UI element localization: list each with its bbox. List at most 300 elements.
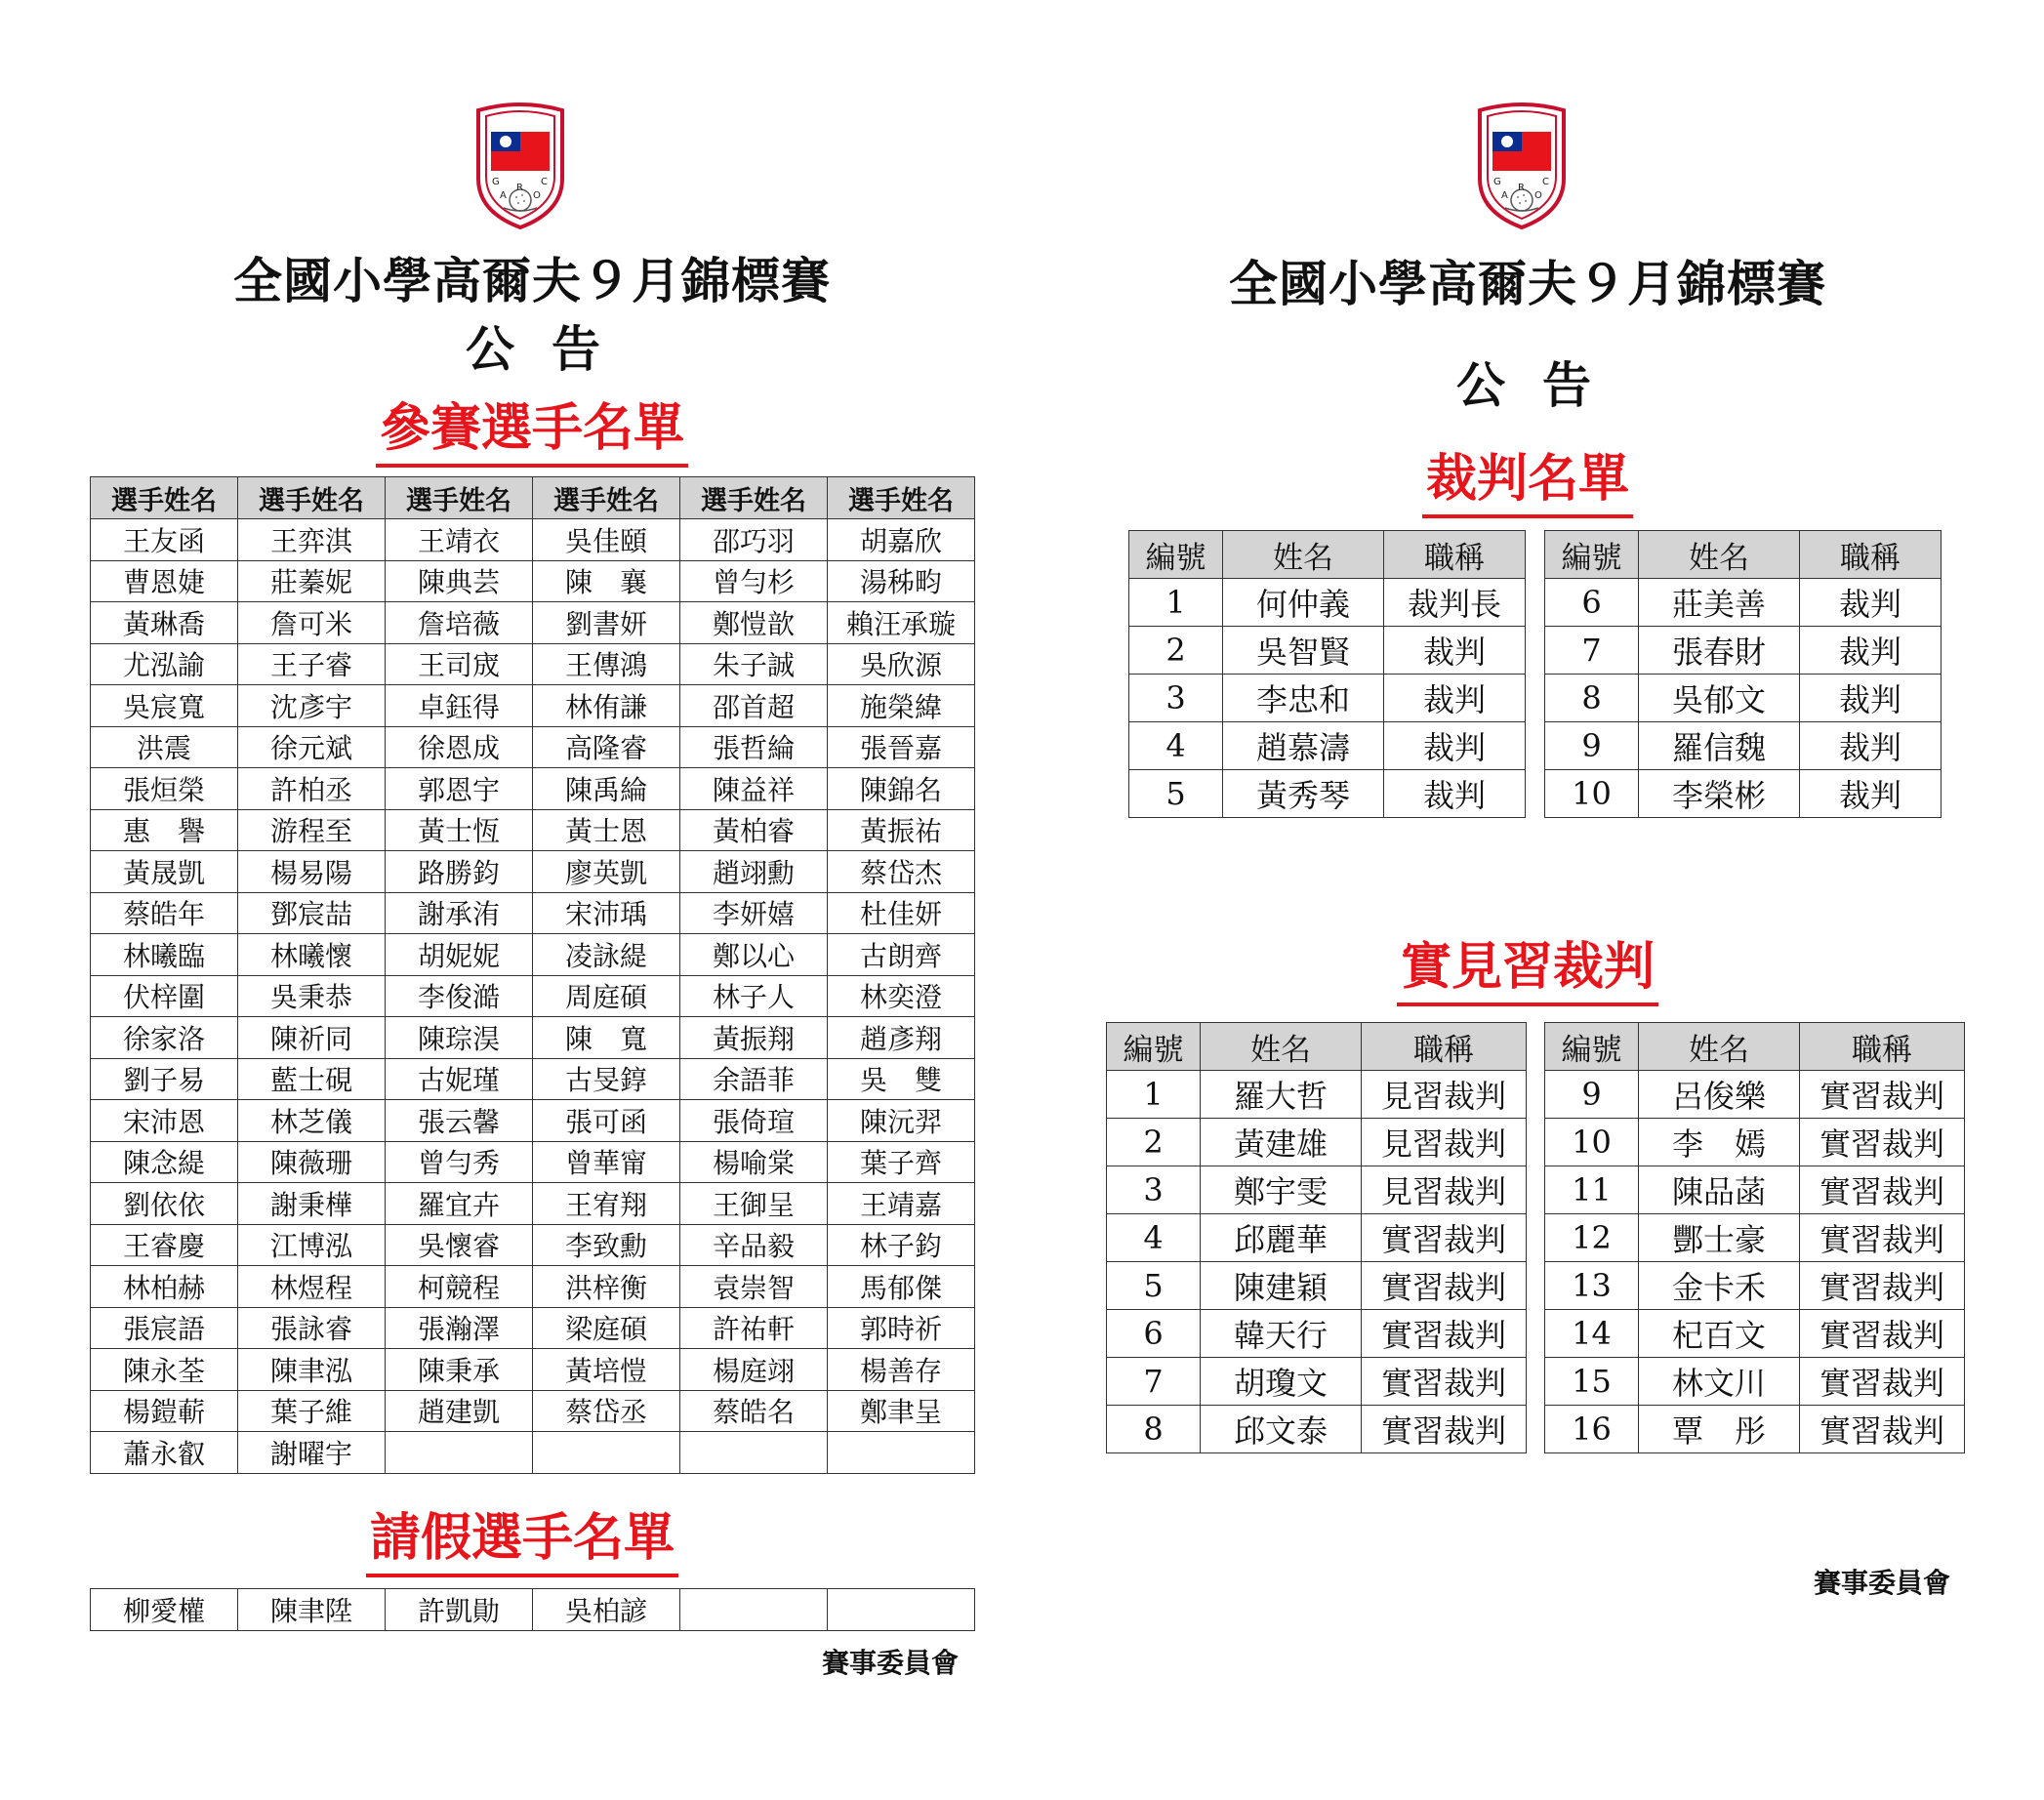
table-cell: 陳聿陞 <box>238 1589 386 1631</box>
table-row <box>1545 675 1942 722</box>
column-header: 姓名 <box>1639 531 1800 579</box>
player-name-cell: 謝秉樺 <box>238 1183 386 1225</box>
garoc-logo-left <box>474 102 566 231</box>
column-header: 編號 <box>1545 1023 1639 1071</box>
title-cell: 裁判 <box>1384 722 1526 770</box>
table-row <box>1545 722 1942 770</box>
table-row <box>1107 1071 1527 1119</box>
column-header: 選手姓名 <box>680 477 828 519</box>
title-cell: 實習裁判 <box>1800 1071 1965 1119</box>
player-name-cell: 藍士硯 <box>238 1058 386 1100</box>
player-name-cell: 林芝儀 <box>238 1100 386 1142</box>
table-row <box>91 975 975 1017</box>
column-header: 選手姓名 <box>91 477 238 519</box>
player-name-cell: 伏梓圍 <box>91 975 238 1017</box>
player-name-cell: 劉子易 <box>91 1058 238 1100</box>
player-name-cell: 陳琮淏 <box>386 1017 533 1059</box>
name-cell: 胡瓊文 <box>1201 1358 1362 1406</box>
player-name-cell: 沈彥宇 <box>238 685 386 727</box>
title-cell: 實習裁判 <box>1362 1406 1527 1453</box>
player-name-cell: 林子人 <box>680 975 828 1017</box>
garoc-logo-right <box>1476 102 1568 231</box>
table-cell: 吳柏諺 <box>533 1589 680 1631</box>
player-name-cell: 邵首超 <box>680 685 828 727</box>
notice-label-right: 公告 <box>1456 357 1628 414</box>
player-name-cell: 邵巧羽 <box>680 519 828 561</box>
column-header: 職稱 <box>1362 1023 1527 1071</box>
table-row <box>91 1349 975 1391</box>
player-name-cell: 林侑謙 <box>533 685 680 727</box>
player-name-cell: 黃振翔 <box>680 1017 828 1059</box>
players-heading <box>156 399 908 468</box>
player-name-cell: 林煜程 <box>238 1266 386 1308</box>
player-name-cell: 林柏赫 <box>91 1266 238 1308</box>
table-row <box>91 1589 975 1631</box>
name-cell: 趙慕濤 <box>1223 722 1384 770</box>
table-row <box>91 519 975 561</box>
title-cell: 見習裁判 <box>1362 1071 1527 1119</box>
name-cell: 金卡禾 <box>1639 1262 1800 1310</box>
player-name-cell: 湯秭畇 <box>828 560 975 602</box>
player-name-cell: 黃晟凱 <box>91 851 238 893</box>
player-name-cell: 葉子維 <box>238 1390 386 1432</box>
number-cell: 10 <box>1545 1119 1639 1166</box>
number-cell: 15 <box>1545 1358 1639 1406</box>
number-cell: 1 <box>1107 1071 1201 1119</box>
table-row <box>91 1432 975 1474</box>
notice-label-left: 公告 <box>466 321 637 378</box>
player-name-cell: 施榮緯 <box>828 685 975 727</box>
name-cell: 林文川 <box>1639 1358 1800 1406</box>
player-name-cell: 徐家洛 <box>91 1017 238 1059</box>
player-name-cell: 詹可米 <box>238 602 386 644</box>
table-row <box>1129 770 1526 818</box>
player-name-cell: 江博泓 <box>238 1224 386 1266</box>
player-name-cell: 王子睿 <box>238 643 386 685</box>
table-row <box>1545 1214 1965 1262</box>
player-name-cell: 羅宜卉 <box>386 1183 533 1225</box>
player-name-cell: 陳 寬 <box>533 1017 680 1059</box>
table-row <box>1107 1119 1527 1166</box>
name-cell: 吳智賢 <box>1223 627 1384 675</box>
referee-header-row <box>1129 531 1526 579</box>
player-name-cell: 徐恩成 <box>386 726 533 768</box>
trainee-table-1 <box>1106 1022 1527 1453</box>
name-cell: 邱文泰 <box>1201 1406 1362 1453</box>
table-row <box>1107 1358 1527 1406</box>
player-name-cell: 趙翊勳 <box>680 851 828 893</box>
referee-heading-text: 裁判名單 <box>1422 454 1633 518</box>
player-name-cell: 謝曜宇 <box>238 1432 386 1474</box>
player-name-cell: 王弈淇 <box>238 519 386 561</box>
column-header: 姓名 <box>1639 1023 1800 1071</box>
title-cell: 裁判長 <box>1384 579 1526 627</box>
table-row <box>1129 579 1526 627</box>
title-cell: 實習裁判 <box>1362 1310 1527 1358</box>
table-cell <box>828 1589 975 1631</box>
player-name-cell: 梁庭碩 <box>533 1307 680 1349</box>
player-name-cell: 趙彥翔 <box>828 1017 975 1059</box>
trainee-header-row <box>1545 1023 1965 1071</box>
player-name-cell: 胡嘉欣 <box>828 519 975 561</box>
column-header: 姓名 <box>1223 531 1384 579</box>
player-name-cell: 高隆睿 <box>533 726 680 768</box>
svg-text:R: R <box>1518 183 1525 193</box>
table-row <box>1107 1166 1527 1214</box>
number-cell: 12 <box>1545 1214 1639 1262</box>
referee-header-row <box>1545 531 1942 579</box>
player-name-cell: 蔡岱杰 <box>828 851 975 893</box>
referee-heading <box>1152 450 1903 518</box>
table-row <box>91 1100 975 1142</box>
name-cell: 莊美善 <box>1639 579 1800 627</box>
player-name-cell: 蔡岱丞 <box>533 1390 680 1432</box>
trainee-table-2 <box>1544 1022 1965 1453</box>
player-name-cell: 楊鎧蔪 <box>91 1390 238 1432</box>
player-name-cell: 楊易陽 <box>238 851 386 893</box>
player-name-cell: 張晉嘉 <box>828 726 975 768</box>
svg-text:G: G <box>1493 177 1501 187</box>
player-name-cell: 林曦臨 <box>91 934 238 976</box>
player-name-cell: 吳宸寬 <box>91 685 238 727</box>
player-name-cell: 陳禹綸 <box>533 768 680 810</box>
svg-text:R: R <box>516 183 523 193</box>
player-name-cell: 張可函 <box>533 1100 680 1142</box>
number-cell: 16 <box>1545 1406 1639 1453</box>
column-header: 編號 <box>1107 1023 1201 1071</box>
number-cell: 14 <box>1545 1310 1639 1358</box>
table-row <box>1107 1262 1527 1310</box>
name-cell: 李 嫣 <box>1639 1119 1800 1166</box>
player-name-cell: 張烜榮 <box>91 768 238 810</box>
player-name-cell: 張瀚澤 <box>386 1307 533 1349</box>
player-name-cell: 王靖衣 <box>386 519 533 561</box>
table-cell: 柳愛權 <box>91 1589 238 1631</box>
number-cell: 9 <box>1545 722 1639 770</box>
player-name-cell: 洪梓衡 <box>533 1266 680 1308</box>
number-cell: 3 <box>1107 1166 1201 1214</box>
title-cell: 見習裁判 <box>1362 1119 1527 1166</box>
table-row <box>91 1307 975 1349</box>
player-name-cell: 王宥翔 <box>533 1183 680 1225</box>
number-cell: 7 <box>1107 1358 1201 1406</box>
name-cell: 李榮彬 <box>1639 770 1800 818</box>
name-cell: 韓天行 <box>1201 1310 1362 1358</box>
table-row <box>91 851 975 893</box>
player-name-cell <box>680 1432 828 1474</box>
number-cell: 6 <box>1545 579 1639 627</box>
player-name-cell: 辛品毅 <box>680 1224 828 1266</box>
title-cell: 實習裁判 <box>1800 1166 1965 1214</box>
column-header: 職稱 <box>1800 531 1942 579</box>
number-cell: 9 <box>1545 1071 1639 1119</box>
leave-heading-text: 請假選手名單 <box>366 1513 678 1577</box>
player-name-cell: 王靖嘉 <box>828 1183 975 1225</box>
player-name-cell: 陳益祥 <box>680 768 828 810</box>
title-cell: 裁判 <box>1384 770 1526 818</box>
player-name-cell: 古妮瑾 <box>386 1058 533 1100</box>
player-name-cell: 吳秉恭 <box>238 975 386 1017</box>
player-name-cell: 陳薇珊 <box>238 1141 386 1183</box>
player-name-cell: 賴汪承璇 <box>828 602 975 644</box>
table-row <box>91 1017 975 1059</box>
player-name-cell: 柯競程 <box>386 1266 533 1308</box>
number-cell: 8 <box>1545 675 1639 722</box>
player-name-cell: 王傳鴻 <box>533 643 680 685</box>
name-cell: 羅信魏 <box>1639 722 1800 770</box>
title-cell: 裁判 <box>1384 627 1526 675</box>
player-name-cell: 吳佳頤 <box>533 519 680 561</box>
number-cell: 5 <box>1129 770 1223 818</box>
name-cell: 鄭宇雯 <box>1201 1166 1362 1214</box>
player-name-cell: 周庭碩 <box>533 975 680 1017</box>
player-name-cell: 張倚瑄 <box>680 1100 828 1142</box>
number-cell: 2 <box>1107 1119 1201 1166</box>
table-row <box>91 560 975 602</box>
player-name-cell: 張詠睿 <box>238 1307 386 1349</box>
name-cell: 邱麗華 <box>1201 1214 1362 1262</box>
table-row <box>1545 579 1942 627</box>
number-cell: 1 <box>1129 579 1223 627</box>
player-name-cell: 鄭以心 <box>680 934 828 976</box>
player-name-cell: 陳聿泓 <box>238 1349 386 1391</box>
leave-table <box>90 1588 975 1631</box>
svg-text:A: A <box>500 190 507 201</box>
table-row <box>91 1183 975 1225</box>
table-row <box>1107 1406 1527 1453</box>
player-name-cell: 陳秉承 <box>386 1349 533 1391</box>
number-cell: 3 <box>1129 675 1223 722</box>
title-cell: 見習裁判 <box>1362 1166 1527 1214</box>
table-row <box>1545 1119 1965 1166</box>
svg-text:C: C <box>541 177 548 187</box>
table-row <box>91 726 975 768</box>
leave-heading <box>146 1509 898 1577</box>
player-name-cell: 曹恩婕 <box>91 560 238 602</box>
player-name-cell: 宋沛恩 <box>91 1100 238 1142</box>
referee-table-1 <box>1128 530 1526 818</box>
player-name-cell: 李致勳 <box>533 1224 680 1266</box>
player-name-cell: 劉書妍 <box>533 602 680 644</box>
player-name-cell: 李妍嬉 <box>680 892 828 934</box>
table-cell: 許凱勛 <box>386 1589 533 1631</box>
player-name-cell: 葉子齊 <box>828 1141 975 1183</box>
table-row <box>91 685 975 727</box>
table-row <box>91 643 975 685</box>
player-name-cell: 楊喻棠 <box>680 1141 828 1183</box>
player-name-cell: 詹培薇 <box>386 602 533 644</box>
title-cell: 實習裁判 <box>1800 1262 1965 1310</box>
player-name-cell: 路勝鈞 <box>386 851 533 893</box>
player-name-cell: 曾勻杉 <box>680 560 828 602</box>
player-name-cell: 洪震 <box>91 726 238 768</box>
title-cell: 裁判 <box>1800 770 1942 818</box>
name-cell: 黃建雄 <box>1201 1119 1362 1166</box>
player-name-cell: 鄭愷歆 <box>680 602 828 644</box>
player-name-cell: 許柏丞 <box>238 768 386 810</box>
player-name-cell: 黃士恆 <box>386 809 533 851</box>
player-name-cell: 王御呈 <box>680 1183 828 1225</box>
table-cell <box>680 1589 828 1631</box>
player-name-cell: 林奕澄 <box>828 975 975 1017</box>
table-row <box>1545 1071 1965 1119</box>
number-cell: 4 <box>1107 1214 1201 1262</box>
player-name-cell: 趙建凱 <box>386 1390 533 1432</box>
name-cell: 覃 彤 <box>1639 1406 1800 1453</box>
player-name-cell: 王司宬 <box>386 643 533 685</box>
column-header: 選手姓名 <box>386 477 533 519</box>
svg-text:C: C <box>1542 177 1549 187</box>
player-name-cell: 黃琳喬 <box>91 602 238 644</box>
player-name-cell: 宋沛瑀 <box>533 892 680 934</box>
name-cell: 吳郁文 <box>1639 675 1800 722</box>
player-name-cell: 張云馨 <box>386 1100 533 1142</box>
player-name-cell: 鄭聿呈 <box>828 1390 975 1432</box>
title-cell: 裁判 <box>1800 579 1942 627</box>
number-cell: 5 <box>1107 1262 1201 1310</box>
name-cell: 杞百文 <box>1639 1310 1800 1358</box>
column-header: 職稱 <box>1800 1023 1965 1071</box>
number-cell: 11 <box>1545 1166 1639 1214</box>
table-row <box>1545 1262 1965 1310</box>
svg-text:O: O <box>533 190 541 201</box>
trainee-header-row <box>1107 1023 1527 1071</box>
player-name-cell: 陳祈同 <box>238 1017 386 1059</box>
table-row <box>91 602 975 644</box>
player-name-cell: 余語菲 <box>680 1058 828 1100</box>
table-row <box>1129 722 1526 770</box>
player-name-cell: 王友函 <box>91 519 238 561</box>
page-title-right: 全國小學高爾夫９月錦標賽 <box>1229 256 1826 312</box>
player-name-cell: 陳錦名 <box>828 768 975 810</box>
name-cell: 羅大哲 <box>1201 1071 1362 1119</box>
table-row <box>91 1390 975 1432</box>
player-name-cell: 胡妮妮 <box>386 934 533 976</box>
table-row <box>91 768 975 810</box>
player-name-cell: 陳 襄 <box>533 560 680 602</box>
table-row <box>1545 1406 1965 1453</box>
number-cell: 8 <box>1107 1406 1201 1453</box>
player-name-cell: 杜佳妍 <box>828 892 975 934</box>
committee-signature-right: 賽事委員會 <box>1814 1567 1951 1599</box>
title-cell: 裁判 <box>1800 627 1942 675</box>
player-name-cell: 莊蓁妮 <box>238 560 386 602</box>
number-cell: 6 <box>1107 1310 1201 1358</box>
column-header: 編號 <box>1545 531 1639 579</box>
player-name-cell: 許祐軒 <box>680 1307 828 1349</box>
player-name-cell: 游程至 <box>238 809 386 851</box>
player-name-cell: 馬郁傑 <box>828 1266 975 1308</box>
table-row <box>91 1224 975 1266</box>
title-cell: 實習裁判 <box>1800 1358 1965 1406</box>
title-cell: 裁判 <box>1800 675 1942 722</box>
number-cell: 10 <box>1545 770 1639 818</box>
player-name-cell: 楊善存 <box>828 1349 975 1391</box>
title-cell: 裁判 <box>1384 675 1526 722</box>
player-name-cell: 郭時祈 <box>828 1307 975 1349</box>
player-name-cell: 卓鈺得 <box>386 685 533 727</box>
name-cell: 李忠和 <box>1223 675 1384 722</box>
players-table <box>90 476 975 1474</box>
table-row <box>1107 1310 1527 1358</box>
player-name-cell: 謝承洧 <box>386 892 533 934</box>
number-cell: 7 <box>1545 627 1639 675</box>
table-row <box>1129 675 1526 722</box>
player-name-cell: 鄧宸喆 <box>238 892 386 934</box>
name-cell: 呂俊樂 <box>1639 1071 1800 1119</box>
player-name-cell: 林曦懷 <box>238 934 386 976</box>
player-name-cell: 尤泓諭 <box>91 643 238 685</box>
player-name-cell <box>386 1432 533 1474</box>
title-cell: 實習裁判 <box>1362 1358 1527 1406</box>
players-heading-text: 參賽選手名單 <box>376 403 688 468</box>
svg-text:O: O <box>1534 190 1542 201</box>
table-row <box>1545 1310 1965 1358</box>
title-cell: 實習裁判 <box>1362 1262 1527 1310</box>
title-cell: 實習裁判 <box>1800 1119 1965 1166</box>
player-name-cell: 陳永荃 <box>91 1349 238 1391</box>
title-cell: 實習裁判 <box>1800 1214 1965 1262</box>
table-row <box>91 1141 975 1183</box>
player-name-cell: 惠 譽 <box>91 809 238 851</box>
name-cell: 張春財 <box>1639 627 1800 675</box>
title-cell: 實習裁判 <box>1800 1310 1965 1358</box>
number-cell: 2 <box>1129 627 1223 675</box>
player-name-cell: 廖英凱 <box>533 851 680 893</box>
player-name-cell: 楊庭翊 <box>680 1349 828 1391</box>
player-name-cell: 黃培愷 <box>533 1349 680 1391</box>
column-header: 編號 <box>1129 531 1223 579</box>
table-row <box>1545 1166 1965 1214</box>
referee-table-2 <box>1544 530 1942 818</box>
table-row <box>1107 1214 1527 1262</box>
name-cell: 酆士豪 <box>1639 1214 1800 1262</box>
player-name-cell: 張宸語 <box>91 1307 238 1349</box>
player-name-cell: 徐元斌 <box>238 726 386 768</box>
player-name-cell: 曾勻秀 <box>386 1141 533 1183</box>
player-name-cell: 古旻錞 <box>533 1058 680 1100</box>
player-name-cell: 蔡皓年 <box>91 892 238 934</box>
player-name-cell: 袁崇智 <box>680 1266 828 1308</box>
committee-signature-left: 賽事委員會 <box>822 1647 960 1679</box>
player-name-cell: 吳 雙 <box>828 1058 975 1100</box>
table-row <box>91 809 975 851</box>
table-row <box>91 1058 975 1100</box>
player-name-cell <box>533 1432 680 1474</box>
table-row <box>1545 770 1942 818</box>
name-cell: 何仲義 <box>1223 579 1384 627</box>
player-name-cell: 蔡皓名 <box>680 1390 828 1432</box>
player-name-cell: 黃士恩 <box>533 809 680 851</box>
number-cell: 13 <box>1545 1262 1639 1310</box>
player-name-cell: 曾華甯 <box>533 1141 680 1183</box>
page-title-left: 全國小學高爾夫９月錦標賽 <box>233 253 831 309</box>
table-row <box>91 1266 975 1308</box>
column-header: 選手姓名 <box>533 477 680 519</box>
player-name-cell: 陳念緹 <box>91 1141 238 1183</box>
player-name-cell: 吳欣源 <box>828 643 975 685</box>
player-name-cell: 陳典芸 <box>386 560 533 602</box>
trainee-heading <box>1152 938 1903 1006</box>
player-name-cell: 林子鈞 <box>828 1224 975 1266</box>
player-name-cell: 張哲綸 <box>680 726 828 768</box>
player-name-cell: 蕭永叡 <box>91 1432 238 1474</box>
table-row <box>91 892 975 934</box>
player-name-cell: 凌詠緹 <box>533 934 680 976</box>
player-name-cell: 黃振祐 <box>828 809 975 851</box>
title-cell: 裁判 <box>1800 722 1942 770</box>
player-name-cell: 郭恩宇 <box>386 768 533 810</box>
